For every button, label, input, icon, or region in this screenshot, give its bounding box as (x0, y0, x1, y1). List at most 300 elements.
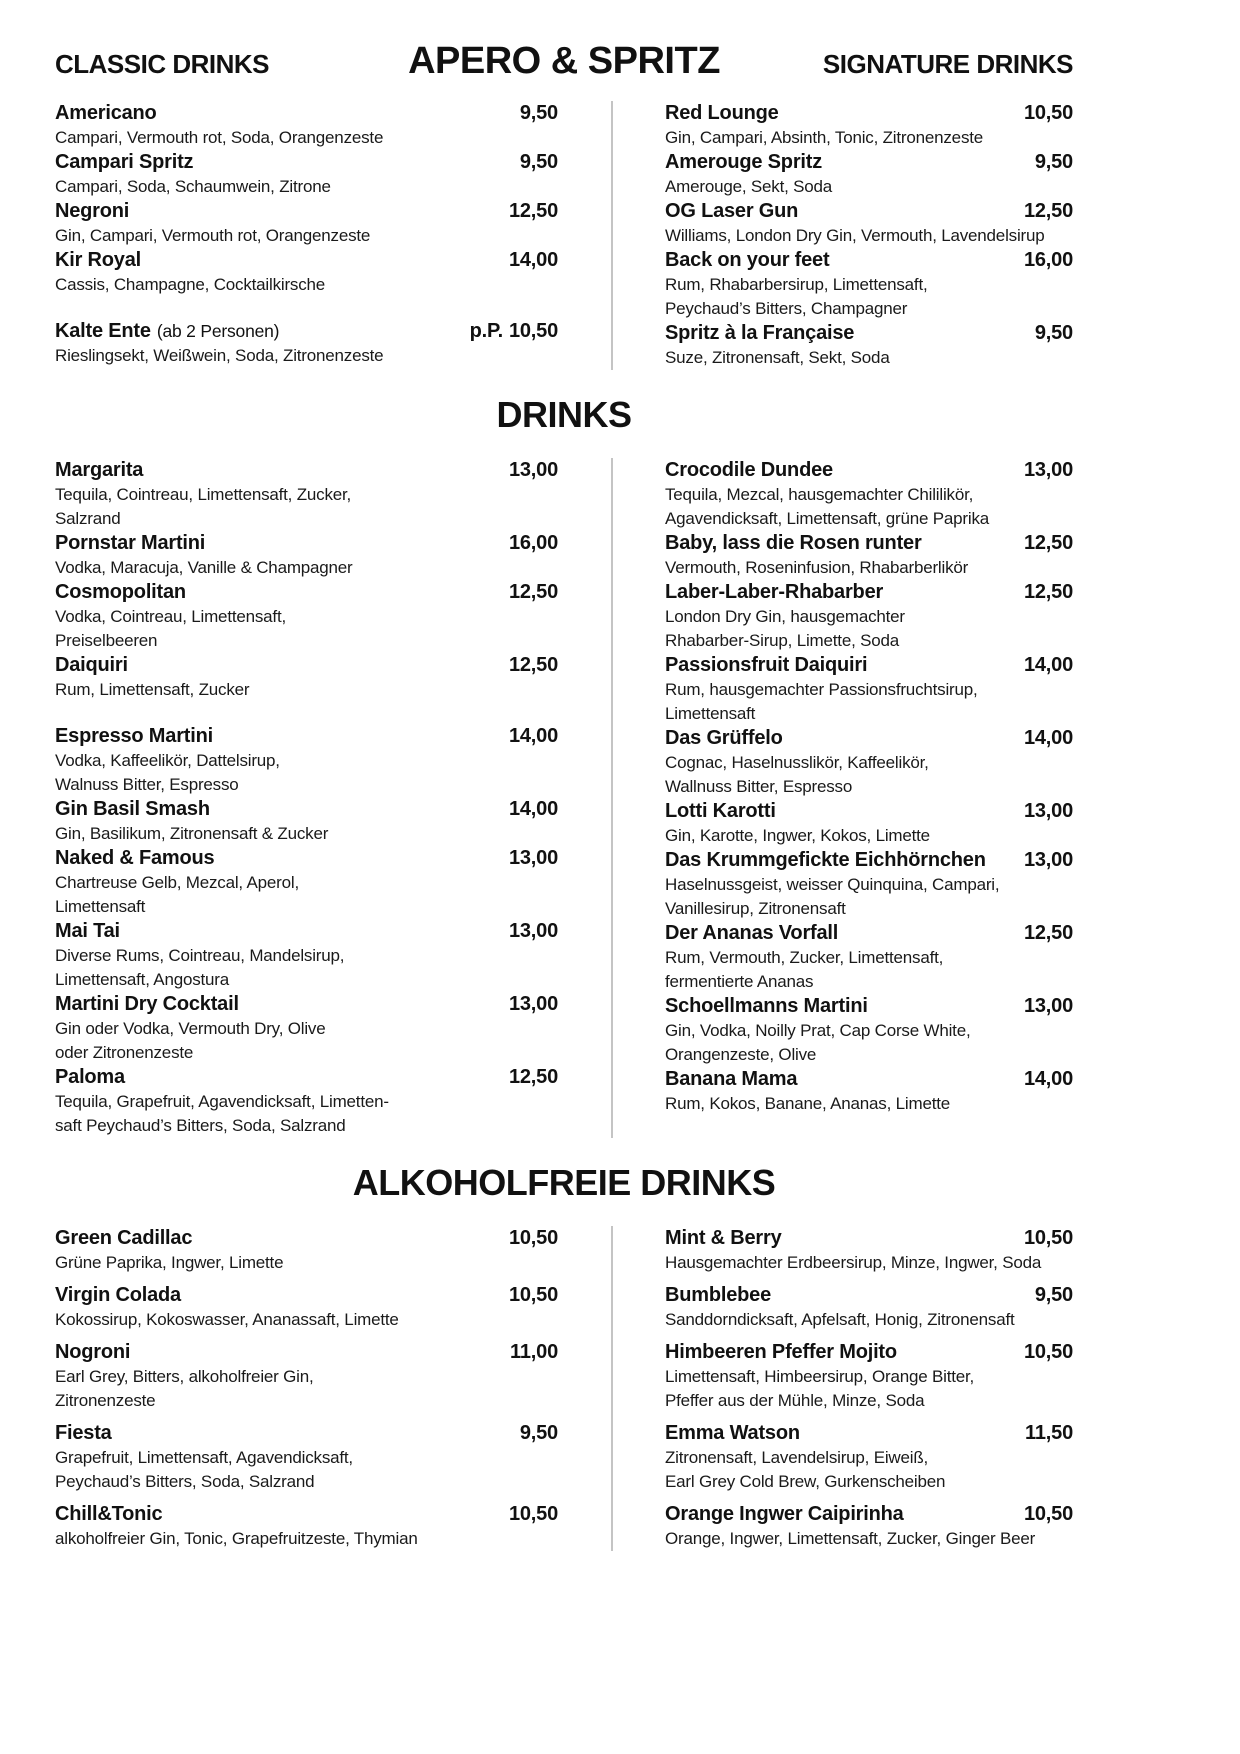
item-price-value: 14,00 (508, 725, 558, 747)
ingredient-line: Rum, Vermouth, Zucker, Limettensaft, (665, 948, 944, 967)
ingredient-line: Gin, Basilikum, Zitronensaft & Zucker (55, 824, 329, 843)
item-ingredients (55, 273, 558, 297)
item-ingredients (665, 751, 1073, 799)
item-name: Crocodile Dundee (665, 459, 833, 481)
item-price-value: 12,50 (508, 1066, 558, 1088)
item-ingredients (55, 1527, 558, 1551)
item-price-value: 16,00 (508, 532, 558, 554)
item-price-value: 9,50 (1034, 151, 1073, 173)
item-name: Green Cadillac (55, 1227, 193, 1249)
ingredient-line: Zitronenzeste (55, 1391, 156, 1410)
item-head (665, 921, 1073, 946)
ingredient-line: Vodka, Kaffeelikör, Dattelsirup, (55, 751, 280, 770)
item-price (509, 1065, 558, 1090)
item-name: Kalte Ente (55, 320, 151, 342)
menu-item (665, 1502, 1073, 1551)
item-name: Espresso Martini (55, 725, 213, 747)
item-name: Chill&Tonic (55, 1503, 163, 1525)
item-price-value: 13,00 (1023, 849, 1073, 871)
item-name: Campari Spritz (55, 151, 194, 173)
item-name: Mint & Berry (665, 1227, 782, 1249)
item-price (520, 150, 558, 175)
item-ingredients (665, 346, 1073, 370)
column-divider-cell (558, 458, 665, 1138)
column-divider (611, 1226, 613, 1551)
item-name: Amerouge Spritz (665, 151, 823, 173)
ingredient-line: saft Peychaud’s Bitters, Soda, Salzrand (55, 1116, 346, 1135)
item-price-value: 10,50 (508, 1284, 558, 1306)
menu-item (665, 458, 1073, 531)
item-ingredients (55, 1446, 558, 1494)
item-name: Passionsfruit Daiquiri (665, 654, 868, 676)
ingredient-line: Vodka, Cointreau, Limettensaft, (55, 607, 286, 626)
item-price (509, 724, 558, 749)
ingredient-line: Orange, Ingwer, Limettensaft, Zucker, Ginger Beer (665, 1529, 1036, 1548)
item-name: Martini Dry Cocktail (55, 993, 239, 1015)
item-ingredients (665, 824, 1073, 848)
ingredient-line: Vanillesirup, Zitronensaft (665, 899, 846, 918)
menu-item (55, 992, 558, 1065)
item-price-value: 13,00 (508, 847, 558, 869)
ingredient-line: Gin oder Vodka, Vermouth Dry, Olive (55, 1019, 326, 1038)
item-head (55, 846, 558, 871)
menu-item (55, 919, 558, 992)
menu-item (55, 797, 558, 846)
ingredient-line: alkoholfreier Gin, Tonic, Grapefruitzeste, Thymian (55, 1529, 418, 1548)
item-price-value: 10,50 (508, 1503, 558, 1525)
ingredient-line: Rum, hausgemachter Passionsfruchtsirup, (665, 680, 978, 699)
item-name: Virgin Colada (55, 1284, 181, 1306)
item-price (1024, 1067, 1073, 1092)
item-name: Baby, lass die Rosen runter (665, 532, 922, 554)
item-ingredients (55, 944, 558, 992)
menu-item (55, 1065, 558, 1138)
ingredient-line: Cassis, Champagne, Cocktailkirsche (55, 275, 326, 294)
item-head (55, 150, 558, 175)
ingredient-line: Vermouth, Roseninfusion, Rhabarberlikör (665, 558, 969, 577)
item-ingredients (665, 556, 1073, 580)
item-price-value: 13,00 (1023, 995, 1073, 1017)
item-name: Bumblebee (665, 1284, 772, 1306)
section-title-alkoholfreie-drinks: ALKOHOLFREIE DRINKS (352, 1162, 776, 1203)
item-ingredients (55, 175, 558, 199)
menu-item (665, 653, 1073, 726)
item-ingredients (665, 224, 1073, 248)
item-head (665, 799, 1073, 824)
item-head (665, 1502, 1073, 1527)
item-head (665, 580, 1073, 605)
apero-spritz-title: APERO & SPRITZ (408, 40, 720, 82)
item-price (1024, 1340, 1073, 1365)
item-name: Orange Ingwer Caipirinha (665, 1503, 904, 1525)
column-divider-cell (558, 101, 665, 370)
menu-item (55, 1340, 558, 1413)
classic-drinks-title: CLASSIC DRINKS (55, 49, 270, 79)
item-price (509, 248, 558, 273)
ingredient-line: Grüne Paprika, Ingwer, Limette (55, 1253, 284, 1272)
menu-item (665, 248, 1073, 321)
ingredient-line: Peychaud’s Bitters, Champagner (665, 299, 908, 318)
item-name: Americano (55, 102, 157, 124)
item-head (665, 1283, 1073, 1308)
item-name: Der Ananas Vorfall (665, 922, 839, 944)
item-price (1024, 1226, 1073, 1251)
ingredient-line: Vodka, Maracuja, Vanille & Champagner (55, 558, 353, 577)
column-divider-cell (558, 1226, 665, 1551)
item-ingredients (665, 175, 1073, 199)
section-title-drinks: DRINKS (496, 394, 632, 435)
item-price-value: 13,00 (1023, 459, 1073, 481)
menu-sections (55, 101, 1073, 1551)
item-price (1024, 531, 1073, 556)
item-ingredients (55, 1090, 558, 1138)
ingredient-line: Limettensaft, Angostura (55, 970, 230, 989)
item-head (665, 1421, 1073, 1446)
ingredient-line: Limettensaft (55, 897, 146, 916)
item-price (1024, 248, 1073, 273)
menu-item (665, 921, 1073, 994)
item-name: Spritz à la Française (665, 322, 855, 344)
menu-item (665, 726, 1073, 799)
item-name: Emma Watson (665, 1422, 800, 1444)
item-name: Das Krummgefickte Eichhörnchen (665, 849, 986, 871)
item-head (665, 726, 1073, 751)
item-head (665, 321, 1073, 346)
item-head (665, 653, 1073, 678)
item-name: Paloma (55, 1066, 125, 1088)
section-drinks-column-right (665, 458, 1073, 1138)
item-name: Naked & Famous (55, 847, 215, 869)
ingredient-line: Orangenzeste, Olive (665, 1045, 817, 1064)
section-apero-spritz-column-right (665, 101, 1073, 370)
item-price (509, 653, 558, 678)
item-price (509, 199, 558, 224)
item-price-value: 9,50 (519, 151, 558, 173)
ingredient-line: Rhabarber-Sirup, Limette, Soda (665, 631, 900, 650)
item-ingredients (55, 126, 558, 150)
ingredient-line: Gin, Vodka, Noilly Prat, Cap Corse White, (665, 1021, 971, 1040)
ingredient-line: Zitronensaft, Lavendelsirup, Eiweiß, (665, 1448, 929, 1467)
menu-item (55, 1226, 558, 1275)
item-price-prefix: p.P. (469, 320, 503, 342)
menu-item (55, 1502, 558, 1551)
menu-item (665, 580, 1073, 653)
item-head (55, 919, 558, 944)
menu-item (55, 724, 558, 797)
item-price-value: 12,50 (1023, 200, 1073, 222)
item-head (665, 994, 1073, 1019)
item-head (665, 1340, 1073, 1365)
section-apero-spritz-columns (55, 101, 1073, 370)
item-head (665, 1226, 1073, 1251)
ingredient-line: fermentierte Ananas (665, 972, 814, 991)
item-ingredients (55, 1251, 558, 1275)
item-price (510, 1340, 558, 1365)
menu-item (665, 1421, 1073, 1494)
ingredient-line: Tequila, Mezcal, hausgemachter Chililikör, (665, 485, 974, 504)
ingredient-line: Diverse Rums, Cointreau, Mandelsirup, (55, 946, 345, 965)
menu-item (665, 321, 1073, 370)
item-head (55, 992, 558, 1017)
ingredient-line: Amerouge, Sekt, Soda (665, 177, 833, 196)
item-price-value: 9,50 (1034, 322, 1073, 344)
item-ingredients (55, 605, 558, 653)
item-head (55, 458, 558, 483)
menu-item (665, 994, 1073, 1067)
item-head (55, 797, 558, 822)
menu-item (665, 799, 1073, 848)
item-name: Banana Mama (665, 1068, 798, 1090)
item-head (665, 101, 1073, 126)
item-name: Gin Basil Smash (55, 798, 210, 820)
menu-item (55, 653, 558, 702)
item-price-value: 13,00 (508, 993, 558, 1015)
item-price (1024, 799, 1073, 824)
item-ingredients (665, 1527, 1073, 1551)
item-head (55, 1226, 558, 1251)
item-ingredients (665, 873, 1073, 921)
ingredient-line: Earl Grey, Bitters, alkoholfreier Gin, (55, 1367, 314, 1386)
ingredient-line: Pfeffer aus der Mühle, Minze, Soda (665, 1391, 925, 1410)
item-price (1024, 580, 1073, 605)
item-head (55, 248, 558, 273)
signature-drinks-title: SIGNATURE DRINKS (822, 49, 1073, 79)
menu-item (55, 458, 558, 531)
item-ingredients (55, 1308, 558, 1332)
column-divider (611, 458, 613, 1138)
item-head (665, 848, 1073, 873)
ingredient-line: Sanddorndicksaft, Apfelsaft, Honig, Zitronensaft (665, 1310, 1015, 1329)
item-price (1024, 848, 1073, 873)
section-apero-spritz (55, 101, 1073, 370)
ingredient-line: Gin, Karotte, Ingwer, Kokos, Limette (665, 826, 930, 845)
ingredient-line: Gin, Campari, Vermouth rot, Orangenzeste (55, 226, 371, 245)
item-head (665, 1067, 1073, 1092)
ingredient-line: Grapefruit, Limettensaft, Agavendicksaft, (55, 1448, 353, 1467)
item-ingredients (665, 1019, 1073, 1067)
menu-item (665, 1226, 1073, 1275)
item-price (509, 919, 558, 944)
item-price-value: 10,50 (1023, 1503, 1073, 1525)
item-name: Negroni (55, 200, 130, 222)
item-ingredients (665, 1446, 1073, 1494)
item-price (1024, 1502, 1073, 1527)
item-ingredients (55, 344, 558, 368)
item-price-value: 12,50 (1023, 922, 1073, 944)
item-ingredients (665, 483, 1073, 531)
item-ingredients (55, 678, 558, 702)
section-alkoholfreie-drinks-columns (55, 1226, 1073, 1551)
section-alkoholfreie-drinks (55, 1162, 1073, 1551)
menu-item (665, 101, 1073, 150)
item-price-value: 10,50 (508, 320, 558, 342)
column-divider (611, 101, 613, 370)
item-name: Laber-Laber-Rhabarber (665, 581, 884, 603)
item-ingredients (55, 483, 558, 531)
item-price-value: 12,50 (1023, 532, 1073, 554)
item-price-value: 14,00 (1023, 727, 1073, 749)
item-price-value: 10,50 (1023, 1227, 1073, 1249)
menu-item (55, 248, 558, 297)
item-head (55, 1065, 558, 1090)
item-ingredients (55, 1017, 558, 1065)
item-ingredients (55, 1365, 558, 1413)
ingredient-line: Limettensaft, Himbeersirup, Orange Bitter, (665, 1367, 975, 1386)
ingredient-line: Rieslingsekt, Weißwein, Soda, Zitronenzeste (55, 346, 384, 365)
ingredient-line: Campari, Soda, Schaumwein, Zitrone (55, 177, 331, 196)
item-price-value: 13,00 (508, 920, 558, 942)
item-ingredients (665, 1308, 1073, 1332)
item-ingredients (665, 1092, 1073, 1116)
item-price (1024, 458, 1073, 483)
item-price (470, 319, 558, 344)
ingredient-line: Limettensaft (665, 704, 756, 723)
item-price-value: 14,00 (1023, 654, 1073, 676)
item-name: Himbeeren Pfeffer Mojito (665, 1341, 897, 1363)
item-ingredients (55, 556, 558, 580)
item-head (55, 531, 558, 556)
menu-item (665, 1340, 1073, 1413)
menu-item (665, 150, 1073, 199)
menu-item (665, 531, 1073, 580)
item-price-value: 9,50 (519, 102, 558, 124)
item-price-value: 16,00 (1023, 249, 1073, 271)
ingredient-line: Hausgemachter Erdbeersirup, Minze, Ingwer, Soda (665, 1253, 1042, 1272)
ingredient-line: oder Zitronenzeste (55, 1043, 194, 1062)
item-ingredients (665, 126, 1073, 150)
item-head (55, 724, 558, 749)
menu-item (55, 531, 558, 580)
item-price-value: 12,50 (508, 200, 558, 222)
ingredient-line: Tequila, Cointreau, Limettensaft, Zucker, (55, 485, 352, 504)
item-ingredients (665, 678, 1073, 726)
item-price-value: 10,50 (508, 1227, 558, 1249)
section-alkoholfreie-drinks-column-right (665, 1226, 1073, 1551)
item-price (520, 1421, 558, 1446)
menu-item (55, 101, 558, 150)
item-name: Cosmopolitan (55, 581, 186, 603)
menu-item (55, 199, 558, 248)
ingredient-line: Cognac, Haselnusslikör, Kaffeelikör, (665, 753, 929, 772)
ingredient-line: Haselnussgeist, weisser Quinquina, Campari, (665, 875, 1000, 894)
menu-item (665, 1067, 1073, 1116)
menu-item (55, 150, 558, 199)
ingredient-line: Salzrand (55, 509, 121, 528)
item-ingredients (55, 871, 558, 919)
item-price-value: 14,00 (508, 249, 558, 271)
item-head (665, 199, 1073, 224)
ingredient-line: Rum, Limettensaft, Zucker (55, 680, 250, 699)
menu-item (55, 319, 558, 368)
item-price-value: 12,50 (508, 581, 558, 603)
item-price (509, 1502, 558, 1527)
ingredient-line: Chartreuse Gelb, Mezcal, Aperol, (55, 873, 299, 892)
item-ingredients (665, 1365, 1073, 1413)
item-price-value: 12,50 (508, 654, 558, 676)
item-price-value: 10,50 (1023, 102, 1073, 124)
item-price (509, 458, 558, 483)
menu-item (665, 1283, 1073, 1332)
item-price-value: 12,50 (1023, 581, 1073, 603)
ingredient-line: Preiselbeeren (55, 631, 158, 650)
item-name: Pornstar Martini (55, 532, 206, 554)
item-price (1024, 653, 1073, 678)
item-head (55, 1340, 558, 1365)
item-head (55, 101, 558, 126)
item-head (55, 1421, 558, 1446)
item-ingredients (55, 822, 558, 846)
item-price (509, 580, 558, 605)
item-price-value: 13,00 (1023, 800, 1073, 822)
ingredient-line: Rum, Kokos, Banane, Ananas, Limette (665, 1094, 951, 1113)
item-price (1024, 921, 1073, 946)
menu-item (55, 846, 558, 919)
item-price (1025, 1421, 1073, 1446)
item-ingredients (665, 273, 1073, 321)
item-price-value: 14,00 (508, 798, 558, 820)
item-price (1024, 994, 1073, 1019)
ingredient-line: London Dry Gin, hausgemachter (665, 607, 905, 626)
item-name-suffix: (ab 2 Personen) (156, 321, 280, 341)
item-name: Back on your feet (665, 249, 830, 271)
menu-item (665, 848, 1073, 921)
item-price (509, 1226, 558, 1251)
page-header (55, 40, 1073, 83)
item-price (509, 846, 558, 871)
item-head (55, 580, 558, 605)
item-price (1035, 321, 1073, 346)
item-name: Red Lounge (665, 102, 779, 124)
item-price-value: 13,00 (508, 459, 558, 481)
section-drinks (55, 394, 1073, 1138)
item-head (55, 653, 558, 678)
item-ingredients (665, 605, 1073, 653)
item-head (55, 319, 558, 344)
item-name: Schoellmanns Martini (665, 995, 868, 1017)
item-price-value: 9,50 (519, 1422, 558, 1444)
item-ingredients (665, 946, 1073, 994)
item-head (55, 1283, 558, 1308)
menu-item (55, 580, 558, 653)
item-name: Nogroni (55, 1341, 131, 1363)
item-name: Kir Royal (55, 249, 142, 271)
item-price-value: 11,50 (1025, 1422, 1073, 1444)
item-price-value: 14,00 (1023, 1068, 1073, 1090)
ingredient-line: Agavendicksaft, Limettensaft, grüne Paprika (665, 509, 990, 528)
item-name: Das Grüffelo (665, 727, 783, 749)
item-price-value: 10,50 (1023, 1341, 1073, 1363)
item-price (1024, 101, 1073, 126)
ingredient-line: Earl Grey Cold Brew, Gurkenscheiben (665, 1472, 946, 1491)
ingredient-line: Rum, Rhabarbersirup, Limettensaft, (665, 275, 928, 294)
item-name: Mai Tai (55, 920, 120, 942)
ingredient-line: Gin, Campari, Absinth, Tonic, Zitronenzeste (665, 128, 984, 147)
section-drinks-columns (55, 458, 1073, 1138)
ingredient-line: Williams, London Dry Gin, Vermouth, Lavendelsirup (665, 226, 1045, 245)
ingredient-line: Walnuss Bitter, Espresso (55, 775, 239, 794)
item-head (665, 531, 1073, 556)
ingredient-line: Campari, Vermouth rot, Soda, Orangenzeste (55, 128, 384, 147)
item-name: Daiquiri (55, 654, 128, 676)
item-ingredients (55, 749, 558, 797)
item-head (55, 1502, 558, 1527)
item-price (520, 101, 558, 126)
ingredient-line: Kokossirup, Kokoswasser, Ananassaft, Limette (55, 1310, 399, 1329)
item-price (1024, 726, 1073, 751)
item-head (665, 150, 1073, 175)
item-head (665, 458, 1073, 483)
item-price (1024, 199, 1073, 224)
